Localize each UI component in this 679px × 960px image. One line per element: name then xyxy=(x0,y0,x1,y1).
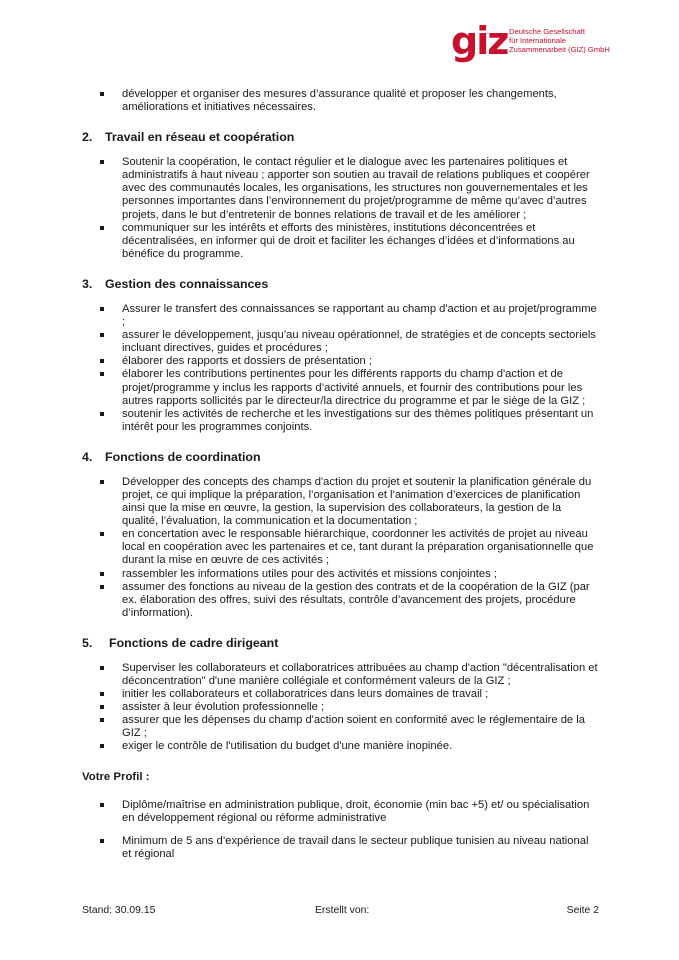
bullet-icon xyxy=(100,585,104,589)
list-item xyxy=(82,222,600,261)
bullet-icon xyxy=(100,359,104,363)
list-item-text: soutenir les activités de recherche et les investigations sur des thèmes politiques présentant un intérêt pour les programmes conjoints. xyxy=(122,407,594,433)
section-title: Gestion des connaissances xyxy=(105,276,269,291)
list-item-text: assurer le développement, jusqu’au niveau opérationnel, de stratégies et de concepts sectoriels incluant directives, guides et procédures ; xyxy=(122,329,596,355)
bullet-icon xyxy=(100,705,104,709)
list-item-text: Soutenir la coopération, le contact régulier et le dialogue avec les partenaires politiques et administratifs à haut niveau ; apporter son soutien au travail de relations publiques et coopérer avec des communautés locales, les organisations, les structures non gouvernementales et les personnes importantes dans l’environnement du projet/programme de même qu’avec d’autres projets, dans le but d’entretenir de bonnes relations de travail et de les améliorer ; xyxy=(122,156,590,221)
list-item-text: assurer que les dépenses du champ d'action soient en conformité avec le réglementaire de la GIZ ; xyxy=(122,714,585,740)
bullet-icon xyxy=(100,572,104,576)
list-item xyxy=(82,799,600,825)
list-item xyxy=(82,368,600,407)
list-item xyxy=(82,156,600,221)
bullet-icon xyxy=(100,666,104,670)
bullet-icon xyxy=(100,480,104,484)
footer-page-number: Seite 2 xyxy=(566,905,599,916)
intro-list xyxy=(82,88,600,114)
profile-list xyxy=(82,799,600,861)
bullet-icon xyxy=(100,412,104,416)
section-title: Fonctions de cadre dirigeant xyxy=(109,635,279,650)
section-number: 5. xyxy=(82,635,93,650)
section-heading xyxy=(82,130,600,145)
giz-logo-line-1: Deutsche Gesellschaft xyxy=(509,27,585,36)
section-networking xyxy=(82,130,600,261)
bullet-icon xyxy=(100,226,104,230)
section-coordination xyxy=(82,450,600,620)
section-list xyxy=(82,662,600,754)
list-item xyxy=(82,835,600,861)
bullet-icon xyxy=(100,160,104,164)
section-knowledge xyxy=(82,277,600,434)
list-item-text: communiquer sur les intérêts et efforts des ministères, institutions déconcentrées et décentralisées, en informer qui de droit et faciliter les échanges d’idées et d’informations au bénéfice du programme. xyxy=(122,221,575,260)
list-item-text: Diplôme/maîtrise en administration publique, droit, économie (min bac +5) et/ ou spécialisation en développement régional ou réforme administrative xyxy=(122,798,590,824)
list-item xyxy=(82,528,600,567)
giz-logo xyxy=(451,19,661,63)
list-item-text: développer et organiser des mesures d’assurance qualité et proposer les changements, améliorations et initiatives nécessaires. xyxy=(122,88,557,114)
list-item xyxy=(82,688,600,701)
bullet-icon xyxy=(100,718,104,722)
list-item xyxy=(82,701,600,714)
giz-logo-text xyxy=(509,27,610,54)
list-item xyxy=(82,714,600,740)
list-item xyxy=(82,476,600,528)
footer-stand: Stand: 30.09.15 xyxy=(82,905,156,916)
section-list xyxy=(82,476,600,620)
list-item xyxy=(82,581,600,620)
list-item xyxy=(82,88,600,114)
list-item-text: en concertation avec le responsable hiérarchique, coordonner les activités de projet au niveau local en coopération avec les partenaires et ce, tant durant la préparation organisationnelle que durant la mise en œuvre de ces activités ; xyxy=(122,528,594,567)
list-item-text: élaborer des rapports et dossiers de présentation ; xyxy=(122,355,372,368)
list-item-text: initier les collaborateurs et collaboratrices dans leurs domaines de travail ; xyxy=(122,688,489,701)
footer-erstellt: Erstellt von: xyxy=(315,905,370,916)
bullet-icon xyxy=(100,92,104,96)
bullet-icon xyxy=(100,744,104,748)
section-heading xyxy=(82,450,600,465)
list-item xyxy=(82,355,600,368)
section-title: Travail en réseau et coopération xyxy=(105,130,295,145)
list-item-text: Développer des concepts des champs d'action du projet et soutenir la planification générale du projet, ce qui implique la préparation, l’organisation et l’animation d’exercices de planification ainsi que la mise en œuvre, la gestion, la supervision des collaborateurs, la gestion de la qualité, l’évaluation, la communication et la documentation ; xyxy=(122,475,592,528)
section-number: 3. xyxy=(82,276,93,291)
profile-heading: Votre Profil : xyxy=(82,770,150,783)
list-item xyxy=(82,329,600,355)
section-heading xyxy=(82,277,600,292)
bullet-icon xyxy=(100,839,104,843)
page-footer xyxy=(82,904,599,918)
bullet-icon xyxy=(100,307,104,311)
section-leadership xyxy=(82,636,600,754)
list-item xyxy=(82,408,600,434)
section-heading xyxy=(82,636,600,651)
bullet-icon xyxy=(100,333,104,337)
list-item-text: Assurer le transfert des connaissances se rapportant au champ d'action et au projet/programme ; xyxy=(122,302,597,329)
bullet-icon xyxy=(100,803,104,807)
giz-logo-line-3: Zusammenarbeit (GIZ) GmbH xyxy=(509,45,610,54)
list-item xyxy=(82,740,600,753)
bullet-icon xyxy=(100,692,104,696)
document-body xyxy=(82,88,600,861)
list-item-text: Minimum de 5 ans d’expérience de travail dans le secteur publique tunisien au niveau national et régional xyxy=(122,834,589,860)
bullet-icon xyxy=(100,372,104,376)
list-item xyxy=(82,662,600,688)
giz-logo-line-2: für Internationale xyxy=(509,36,566,45)
section-number: 2. xyxy=(82,130,93,145)
section-number: 4. xyxy=(82,449,93,464)
list-item-text: assister à leur évolution professionnelle ; xyxy=(122,701,325,714)
section-list xyxy=(82,303,600,434)
bullet-icon xyxy=(100,532,104,536)
section-title: Fonctions de coordination xyxy=(105,449,261,464)
list-item-text: exiger le contrôle de l'utilisation du budget d'une manière inopinée. xyxy=(122,740,453,753)
giz-logo-mark: giz xyxy=(451,19,508,63)
list-item-text: assumer des fonctions au niveau de la gestion des contrats et de la coopération de la GIZ (par ex. élaboration des offres, suivi des résultats, contrôle d’avancement des projets, procédure d’information). xyxy=(122,580,590,619)
section-list xyxy=(82,156,600,261)
list-item-text: rassembler les informations utiles pour des activités et missions conjointes ; xyxy=(122,567,497,580)
list-item xyxy=(82,568,600,581)
list-item xyxy=(82,303,600,329)
list-item-text: Superviser les collaborateurs et collaboratrices attribuées au champ d'action "décentralisation et déconcentration" d'une manière collégiale et conformément valeurs de la GIZ ; xyxy=(122,661,598,687)
list-item-text: élaborer les contributions pertinentes pour les différents rapports du champ d'action et de projet/programme y inclus les rapports d’activité annuels, et fournir des contributions pour les autres rapports sollicités par le directeur/la directrice du programme et par le siège de la GIZ ; xyxy=(122,368,586,407)
